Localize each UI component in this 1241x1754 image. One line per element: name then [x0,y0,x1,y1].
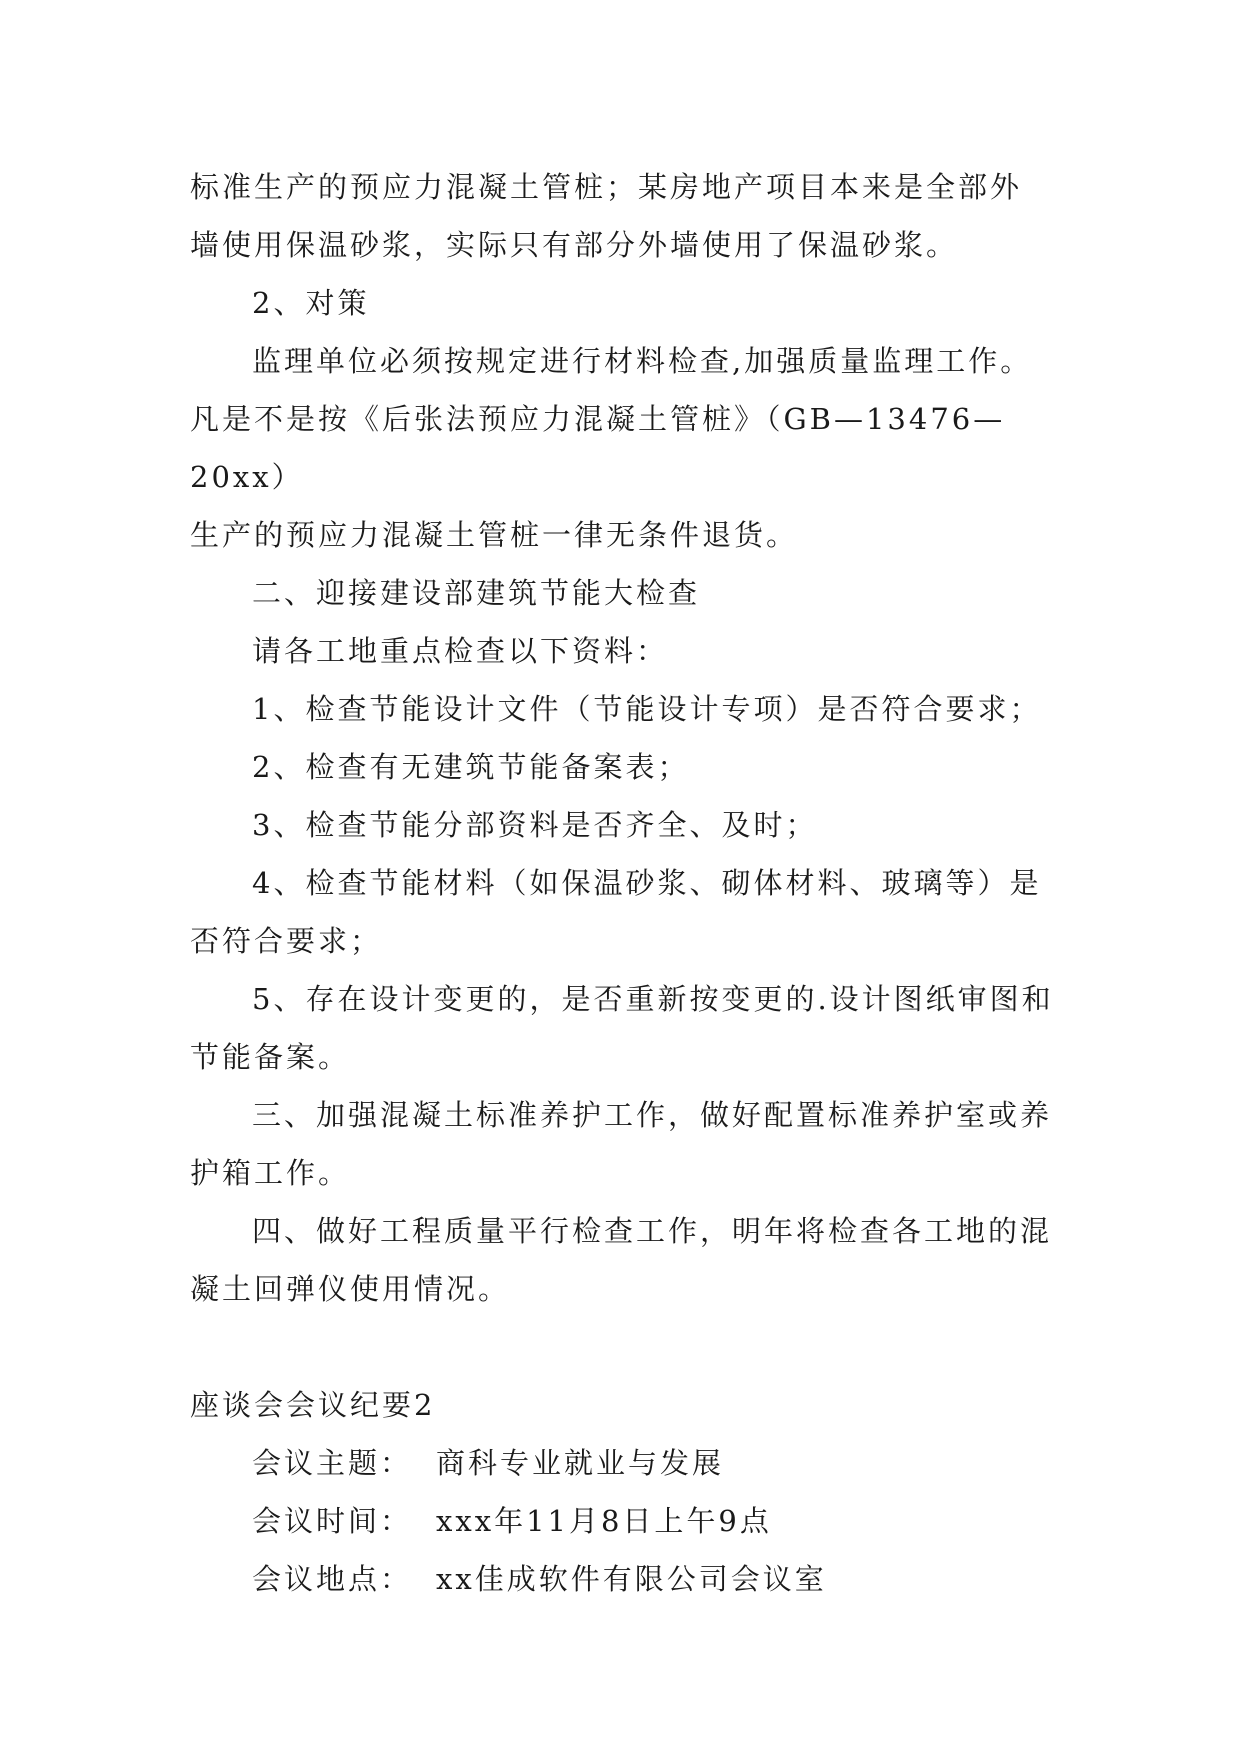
countermeasure-line-2: 凡是不是按《后张法预应力混凝土管桩》（GB—13476—20xx） [190,402,1006,494]
minutes-title: 座谈会会议纪要2 [190,1388,436,1422]
checklist-item-2: 2、检查有无建筑节能备案表； [252,750,690,784]
meeting-topic-value: 商科专业就业与发展 [436,1446,725,1480]
paragraph-line: 标准生产的预应力混凝土管桩；某房地产项目本来是全部外 [190,170,1023,204]
countermeasure-line-1: 监理单位必须按规定进行材料检查,加强质量监理工作。 [252,344,1033,378]
section-2-intro: 请各工地重点检查以下资料： [252,634,669,668]
paragraph-line: 墙使用保温砂浆，实际只有部分外墙使用了保温砂浆。 [190,228,959,262]
checklist-item-3: 3、检查节能分部资料是否齐全、及时； [252,808,818,842]
checklist-item-1: 1、检查节能设计文件（节能设计专项）是否符合要求； [252,692,1042,726]
countermeasure-heading: 2、对策 [252,286,370,320]
meeting-topic-row [190,1434,1070,1492]
countermeasure-line-3: 生产的预应力混凝土管桩一律无条件退货。 [190,518,799,552]
checklist-item-4: 4、检查节能材料（如保温砂浆、砌体材料、玻璃等）是否符合要求； [190,866,1042,958]
meeting-time-label: 会议时间： [252,1504,413,1538]
meeting-place-row [190,1550,1070,1608]
section-2-heading: 二、迎接建设部建筑节能大检查 [252,576,701,610]
meeting-place-label: 会议地点： [252,1562,413,1596]
meeting-place-value: xx佳成软件有限公司会议室 [436,1562,827,1596]
document-body [190,158,1070,1608]
meeting-time-row [190,1492,1070,1550]
meeting-time-value: xxx年11月8日上午9点 [436,1504,772,1538]
meeting-topic-label: 会议主题： [252,1446,413,1480]
section-3-paragraph: 三、加强混凝土标准养护工作，做好配置标准养护室或养护箱工作。 [190,1098,1053,1190]
section-spacer [190,1318,1070,1376]
section-4-paragraph: 四、做好工程质量平行检查工作，明年将检查各工地的混凝土回弹仪使用情况。 [190,1214,1053,1306]
checklist-item-5: 5、存在设计变更的，是否重新按变更的.设计图纸审图和节能备案。 [190,982,1054,1074]
